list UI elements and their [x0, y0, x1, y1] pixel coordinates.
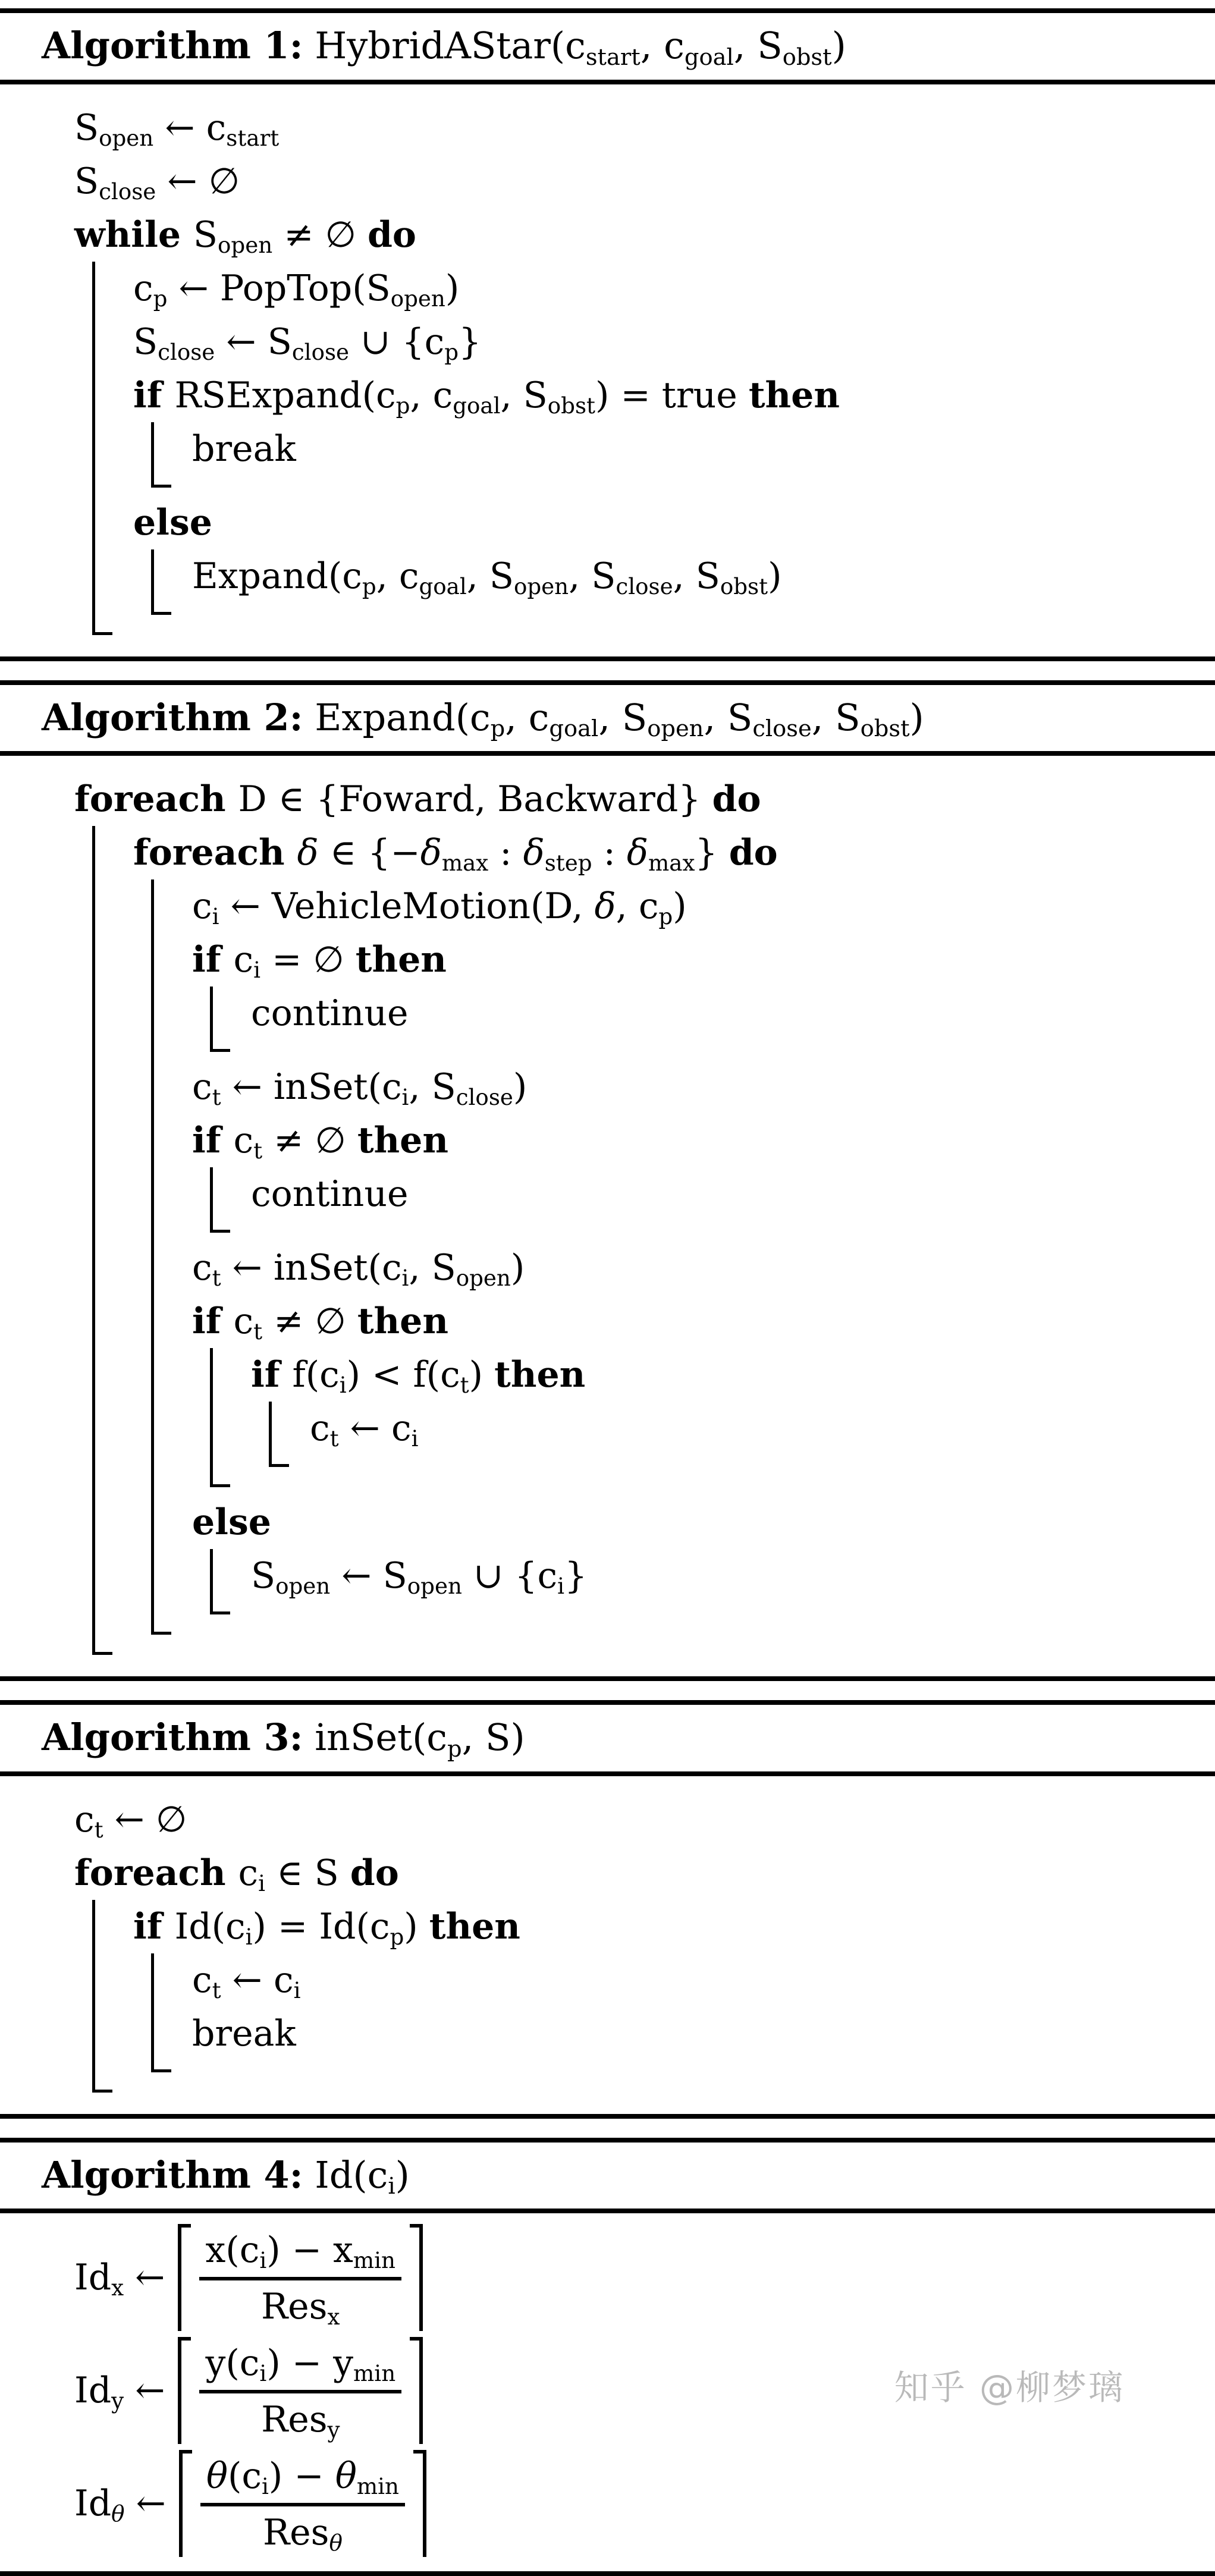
subscript: step — [545, 850, 592, 876]
text-run: ≠ ∅ — [272, 214, 368, 256]
text-run: ) = Id(c — [253, 1906, 390, 1947]
numerator — [199, 2230, 401, 2277]
numerator — [199, 2343, 401, 2390]
subscript: goal — [549, 715, 598, 742]
subscript: close — [616, 573, 673, 599]
pseudocode-line — [192, 1295, 1209, 1348]
text-run: } — [695, 832, 729, 874]
text-run: Res — [261, 2286, 327, 2327]
ceiling-bracket-right-icon — [410, 2224, 423, 2331]
subscript: open — [514, 573, 569, 599]
text-run: ) = true — [595, 375, 749, 416]
subscript: max — [648, 850, 695, 876]
text-run: S — [74, 107, 99, 149]
keyword-text: then — [749, 375, 840, 416]
text-run: } — [459, 321, 481, 363]
pseudocode-line — [133, 826, 1209, 879]
text-run: Res — [263, 2512, 329, 2553]
text-run: ← — [125, 2483, 166, 2524]
text-run: Id — [74, 2370, 111, 2411]
keyword-text: else — [192, 1501, 271, 1543]
pseudocode-line — [192, 2007, 1209, 2060]
pseudocode-line — [251, 987, 1209, 1040]
text-run: , c — [641, 24, 685, 67]
subscript: t — [460, 1372, 469, 1398]
code-block — [151, 1953, 1209, 2072]
pseudocode-line — [74, 772, 1209, 826]
text-run: ← PopTop(S — [167, 268, 390, 309]
text-run: , S — [704, 696, 752, 739]
text-run: , S — [673, 555, 720, 597]
algorithm-1-body — [0, 84, 1215, 656]
pseudocode-line — [133, 315, 1209, 369]
pseudocode-line — [74, 1793, 1209, 1846]
formula-row — [74, 2450, 1209, 2557]
text-run: D ∈ {Foward, Backward} — [238, 778, 712, 820]
subscript: goal — [453, 392, 500, 419]
subscript: i — [246, 1924, 253, 1950]
keyword-text: then — [356, 939, 447, 981]
keyword-text: Algorithm 3: — [42, 1716, 303, 1759]
keyword-text: Algorithm 4: — [42, 2153, 303, 2197]
subscript: open — [218, 232, 272, 258]
text-run: δ — [595, 885, 616, 927]
text-run: ← — [124, 2370, 165, 2411]
text-run: } — [564, 1555, 587, 1597]
text-run: ← c — [221, 1959, 294, 2001]
fraction — [191, 2337, 410, 2444]
text-run: break — [192, 428, 296, 470]
subscript: close — [292, 339, 349, 365]
subscript: t — [253, 1138, 262, 1164]
text-run: Expand(c — [192, 555, 362, 597]
code-block — [151, 422, 1209, 488]
text-run: ≠ ∅ — [262, 1300, 357, 1342]
text-run: ← c — [153, 107, 226, 149]
pseudocode-line — [74, 101, 1209, 155]
text-run: S — [193, 214, 218, 256]
text-run: RSExpand(c — [175, 375, 396, 416]
text-run: x(c — [205, 2229, 259, 2271]
formula-row — [74, 2224, 1209, 2331]
pseudocode-line — [74, 155, 1209, 208]
text-run: break — [192, 2013, 296, 2054]
subscript: i — [340, 1372, 347, 1398]
subscript: i — [412, 1425, 419, 1452]
code-block — [151, 549, 1209, 615]
subscript: min — [353, 2247, 395, 2273]
text-run: ) — [395, 2153, 410, 2197]
subscript: x — [111, 2275, 124, 2301]
text-run: , c — [376, 555, 419, 597]
text-run: ) − — [269, 2455, 335, 2497]
subscript: goal — [419, 573, 466, 599]
text-run: ← inSet(c — [221, 1247, 402, 1289]
subscript: θ — [111, 2500, 124, 2527]
text-run: ) — [832, 24, 846, 67]
ceiling-bracket-left-icon — [178, 2224, 191, 2331]
ceiling-bracket-left-icon — [179, 2450, 192, 2557]
subscript: p — [390, 1924, 404, 1950]
denominator — [255, 2280, 346, 2327]
subscript: t — [330, 1425, 339, 1452]
algorithm-3-header — [0, 1705, 1215, 1776]
subscript: open — [407, 1573, 462, 1599]
subscript: max — [442, 850, 488, 876]
text-run: ) — [404, 1906, 429, 1947]
code-block — [92, 826, 1209, 1655]
subscript: i — [557, 1573, 564, 1599]
keyword-text: then — [494, 1354, 585, 1396]
text-run: Id — [74, 2257, 111, 2298]
subscript: p — [153, 285, 168, 312]
text-run: c — [234, 939, 254, 981]
subscript: obst — [861, 715, 910, 742]
text-run: ← S — [215, 321, 292, 363]
subscript: p — [444, 339, 459, 365]
keyword-text: if — [133, 1906, 175, 1947]
text-run: , S — [734, 24, 783, 67]
code-block — [210, 1167, 1209, 1233]
code-block — [269, 1402, 1209, 1467]
text-run: S — [251, 1555, 275, 1597]
algorithm-2-body — [0, 756, 1215, 1676]
subscript: y — [111, 2387, 124, 2414]
text-run: ) < f(c — [347, 1354, 460, 1396]
pseudocode-line — [133, 496, 1209, 549]
subscript: i — [294, 1977, 301, 2003]
text-run: c — [238, 1852, 259, 1894]
formula-lhs — [74, 2364, 165, 2417]
algorithm-4-header — [0, 2143, 1215, 2214]
subscript: open — [275, 1573, 330, 1599]
subscript: obst — [720, 573, 768, 599]
subscript: i — [212, 903, 219, 929]
subscript: close — [158, 339, 215, 365]
text-run: c — [133, 268, 153, 309]
text-run: continue — [251, 992, 408, 1034]
subscript: min — [353, 2360, 395, 2386]
text-run: c — [192, 885, 212, 927]
text-run: Id — [74, 2483, 111, 2524]
pseudocode-line — [192, 1060, 1209, 1114]
text-run: ) − x — [266, 2229, 353, 2271]
text-run: : — [488, 832, 523, 874]
subscript: open — [99, 125, 153, 151]
code-block — [92, 1900, 1209, 2093]
subscript: t — [212, 1265, 221, 1291]
text-run: ∪ {c — [349, 321, 444, 363]
keyword-text: if — [133, 375, 175, 416]
formula-lhs — [74, 2477, 166, 2530]
pseudocode-line — [192, 1241, 1209, 1295]
keyword-text: Algorithm 1: — [42, 24, 303, 67]
text-run: Res — [261, 2399, 327, 2440]
ceiling-bracket-right-icon — [410, 2337, 423, 2444]
pseudocode-line — [192, 1953, 1209, 2007]
pseudocode-line — [74, 1846, 1209, 1900]
text-run: ) — [513, 1066, 527, 1108]
pseudocode-line — [133, 262, 1209, 315]
keyword-text: then — [357, 1300, 448, 1342]
subscript: start — [226, 125, 279, 151]
text-run: c — [234, 1120, 254, 1161]
text-run: inSet(c — [303, 1716, 447, 1759]
text-run: ≠ ∅ — [262, 1120, 357, 1161]
text-run: ) — [511, 1247, 525, 1289]
text-run: c — [310, 1408, 330, 1449]
formula-lhs — [74, 2251, 165, 2304]
subscript: p — [396, 392, 410, 419]
algorithm-box-1 — [0, 8, 1215, 661]
subscript: obst — [548, 392, 595, 419]
pseudocode-line — [310, 1402, 1209, 1455]
text-run: ∈ {− — [319, 832, 420, 874]
text-run: θ — [335, 2455, 357, 2497]
text-run: HybridAStar(c — [303, 24, 586, 67]
text-run: θ — [206, 2455, 228, 2497]
text-run: , S — [501, 375, 548, 416]
pseudocode-line — [192, 549, 1209, 603]
watermark: 知乎 @柳梦璃 — [894, 2360, 1125, 2409]
ceiling-bracket-left-icon — [178, 2337, 191, 2444]
subscript: i — [388, 2173, 395, 2200]
subscript: t — [212, 1084, 221, 1110]
numerator — [200, 2456, 405, 2503]
text-run: S — [133, 321, 158, 363]
algorithm-box-3 — [0, 1700, 1215, 2119]
denominator — [257, 2506, 349, 2553]
subscript: i — [259, 2360, 266, 2386]
pseudocode-line — [133, 1900, 1209, 1953]
keyword-text: if — [192, 1120, 234, 1161]
text-run: f(c — [293, 1354, 340, 1396]
subscript: close — [456, 1084, 513, 1110]
text-run: = ∅ — [260, 939, 356, 981]
fraction — [191, 2224, 410, 2331]
text-run: ∪ {c — [462, 1555, 557, 1597]
text-run: ) — [768, 555, 781, 597]
text-run: c — [74, 1799, 95, 1840]
text-run: , S — [409, 1247, 456, 1289]
subscript: t — [253, 1318, 262, 1344]
text-run: , S — [812, 696, 861, 739]
pseudocode-line — [192, 1496, 1209, 1549]
text-run: ← ∅ — [156, 161, 240, 202]
text-run: δ — [420, 832, 442, 874]
code-block — [210, 987, 1209, 1052]
keyword-text: if — [192, 939, 234, 981]
text-run: (c — [228, 2455, 262, 2497]
subscript: start — [586, 44, 641, 71]
text-run: Expand(c — [303, 696, 491, 739]
keyword-text: if — [251, 1354, 293, 1396]
pseudocode-line — [251, 1549, 1209, 1603]
text-run: S — [74, 161, 99, 202]
text-run: c — [192, 1247, 212, 1289]
keyword-text: while — [74, 214, 193, 256]
text-run: ) — [910, 696, 924, 739]
text-run: Id(c — [303, 2153, 388, 2197]
pseudocode-line — [192, 933, 1209, 987]
subscript: open — [391, 285, 445, 312]
subscript: close — [99, 178, 156, 205]
pseudocode-line — [133, 369, 1209, 422]
text-run: c — [192, 1066, 212, 1108]
code-block — [92, 262, 1209, 635]
denominator — [255, 2393, 346, 2440]
text-run: ← — [124, 2257, 165, 2298]
subscript: t — [212, 1977, 221, 2003]
text-run: : — [592, 832, 627, 874]
text-run: , S — [598, 696, 647, 739]
keyword-text: else — [133, 502, 212, 544]
text-run: ← S — [330, 1555, 407, 1597]
text-run: ← ∅ — [103, 1799, 187, 1840]
keyword-text: foreach — [133, 832, 297, 874]
keyword-text: do — [729, 832, 778, 874]
text-run: ∈ S — [265, 1852, 350, 1894]
text-run: , S — [409, 1066, 456, 1108]
subscript: min — [357, 2473, 399, 2499]
code-block — [151, 879, 1209, 1635]
algorithm-1-header — [0, 13, 1215, 84]
subscript: p — [491, 715, 506, 742]
subscript: i — [258, 1870, 265, 1896]
subscript: p — [658, 903, 673, 929]
text-run: ) — [469, 1354, 494, 1396]
text-run: δ — [523, 832, 545, 874]
keyword-text: then — [357, 1120, 448, 1161]
algorithm-box-2 — [0, 680, 1215, 1682]
text-run: ) — [445, 268, 459, 309]
text-run: , S — [569, 555, 616, 597]
text-run: ) − y — [266, 2342, 353, 2384]
algorithm-2-header — [0, 685, 1215, 756]
text-run: c — [234, 1300, 254, 1342]
text-run: ← VehicleMotion(D, — [219, 885, 595, 927]
code-block — [210, 1549, 1209, 1614]
text-run: ← inSet(c — [221, 1066, 402, 1108]
text-run: , c — [505, 696, 549, 739]
pseudocode-line — [192, 1114, 1209, 1167]
keyword-text: do — [712, 778, 761, 820]
text-run: , c — [410, 375, 453, 416]
pseudocode-line — [251, 1167, 1209, 1221]
subscript: obst — [783, 44, 832, 71]
text-run: continue — [251, 1173, 408, 1215]
text-run: , c — [616, 885, 659, 927]
keyword-text: Algorithm 2: — [42, 696, 303, 739]
pseudocode-line — [192, 879, 1209, 933]
keyword-text: if — [192, 1300, 234, 1342]
keyword-text: then — [429, 1906, 520, 1947]
pseudocode-line — [251, 1348, 1209, 1402]
keyword-text: foreach — [74, 1852, 238, 1894]
subscript: i — [259, 2247, 266, 2273]
text-run: δ — [297, 832, 319, 874]
text-run: δ — [627, 832, 648, 874]
text-run: , S) — [462, 1716, 525, 1759]
keyword-text: do — [350, 1852, 399, 1894]
subscript: goal — [685, 44, 734, 71]
subscript: open — [456, 1265, 511, 1291]
text-run: , S — [467, 555, 514, 597]
subscript: x — [327, 2304, 340, 2330]
subscript: p — [362, 573, 376, 599]
algorithm-3-body — [0, 1776, 1215, 2114]
fraction — [192, 2450, 413, 2557]
subscript: open — [647, 715, 704, 742]
subscript: t — [95, 1817, 103, 1843]
text-run: y(c — [205, 2342, 259, 2384]
text-run: Id(c — [175, 1906, 246, 1947]
subscript: p — [447, 1736, 462, 1763]
keyword-text: do — [368, 214, 416, 256]
text-run: ) — [673, 885, 686, 927]
subscript: θ — [329, 2530, 342, 2556]
ceiling-bracket-right-icon — [413, 2450, 426, 2557]
subscript: i — [262, 2473, 269, 2499]
algorithm-box-4 — [0, 2138, 1215, 2576]
text-run: c — [192, 1959, 212, 2001]
subscript: i — [253, 957, 260, 983]
subscript: close — [752, 715, 811, 742]
subscript: i — [402, 1265, 409, 1291]
pseudocode-line — [192, 422, 1209, 476]
subscript: y — [328, 2417, 340, 2443]
code-block — [210, 1348, 1209, 1487]
pseudocode-line — [74, 208, 1209, 262]
text-run: ← c — [339, 1408, 412, 1449]
keyword-text: foreach — [74, 778, 238, 820]
subscript: i — [402, 1084, 409, 1110]
